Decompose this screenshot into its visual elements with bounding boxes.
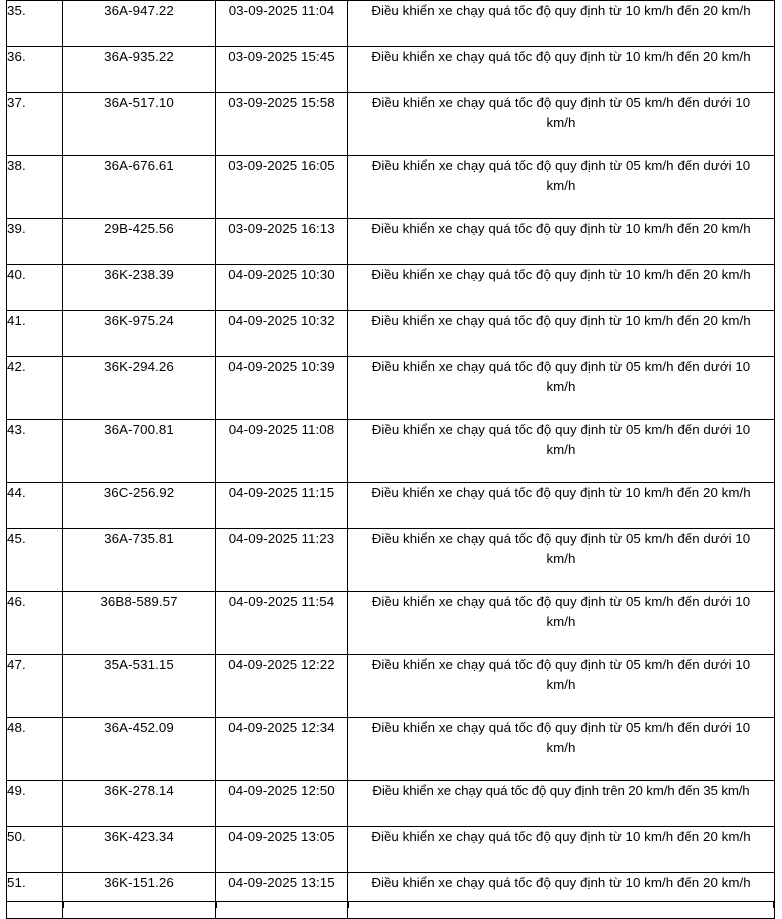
- violation-description-line: Điều khiển xe chạy quá tốc độ quy định trên 20 km/h đến 35 km/h: [372, 783, 750, 798]
- violation-description-line: Điều khiển xe chạy quá tốc độ quy định từ 10 km/h đến 20 km/h: [371, 829, 751, 844]
- violation-description-cell: [348, 357, 775, 420]
- violation-description-line: Điều khiển xe chạy quá tốc độ quy định từ 10 km/h đến 20 km/h: [371, 267, 751, 282]
- violation-time-cell: 03-09-2025 16:05: [216, 156, 348, 219]
- row-index-cell: 50.: [7, 827, 63, 873]
- table-row: [7, 156, 775, 219]
- violation-description-cell: [348, 311, 775, 357]
- violation-description-line: km/h: [546, 178, 576, 193]
- license-plate-cell: 36K-151.26: [63, 873, 216, 919]
- license-plate-cell: 36A-735.81: [63, 529, 216, 592]
- table-row: [7, 873, 775, 919]
- table-row: [7, 592, 775, 655]
- column-divider-2: [216, 902, 217, 908]
- violation-description-line: km/h: [546, 115, 576, 130]
- violation-description-cell: [348, 219, 775, 265]
- violation-time-cell: 04-09-2025 10:39: [216, 357, 348, 420]
- row-index-cell: 46.: [7, 592, 63, 655]
- license-plate-cell: 36A-676.61: [63, 156, 216, 219]
- violation-description-line: Điều khiển xe chạy quá tốc độ quy định từ 10 km/h đến 20 km/h: [371, 3, 751, 18]
- violation-time-cell: 03-09-2025 11:04: [216, 1, 348, 47]
- table-row: [7, 420, 775, 483]
- violation-description-cell: [348, 47, 775, 93]
- violation-description-line: km/h: [546, 614, 576, 629]
- violation-description-cell: [348, 420, 775, 483]
- violation-time-cell: 04-09-2025 11:08: [216, 420, 348, 483]
- violation-description-cell: [348, 483, 775, 529]
- license-plate-cell: 36K-423.34: [63, 827, 216, 873]
- table-row: [7, 265, 775, 311]
- license-plate-cell: 36A-452.09: [63, 718, 216, 781]
- violation-time-cell: 04-09-2025 10:32: [216, 311, 348, 357]
- row-index-cell: 51.: [7, 873, 63, 919]
- violation-description-cell: [348, 592, 775, 655]
- row-index-cell: 38.: [7, 156, 63, 219]
- column-divider-1: [63, 902, 64, 908]
- row-index-cell: 43.: [7, 420, 63, 483]
- next-row-partial: [6, 901, 774, 908]
- violation-time-cell: 04-09-2025 13:05: [216, 827, 348, 873]
- column-divider-3: [348, 902, 349, 908]
- row-index-cell: 47.: [7, 655, 63, 718]
- table-row: [7, 357, 775, 420]
- table-row: [7, 655, 775, 718]
- violation-description-line: km/h: [546, 442, 576, 457]
- violation-description-line: Điều khiển xe chạy quá tốc độ quy định từ 10 km/h đến 20 km/h: [371, 485, 751, 500]
- license-plate-cell: 36K-238.39: [63, 265, 216, 311]
- row-index-cell: 41.: [7, 311, 63, 357]
- violation-description-line: Điều khiển xe chạy quá tốc độ quy định từ 10 km/h đến 20 km/h: [371, 875, 751, 890]
- violation-time-cell: 03-09-2025 16:13: [216, 219, 348, 265]
- row-index-cell: 48.: [7, 718, 63, 781]
- violation-time-cell: 04-09-2025 11:23: [216, 529, 348, 592]
- violation-description-cell: [348, 529, 775, 592]
- violation-time-cell: 03-09-2025 15:45: [216, 47, 348, 93]
- license-plate-cell: 36B8-589.57: [63, 592, 216, 655]
- table-row: [7, 781, 775, 827]
- row-index-cell: 37.: [7, 93, 63, 156]
- license-plate-cell: 36K-278.14: [63, 781, 216, 827]
- violation-description-line: Điều khiển xe chạy quá tốc độ quy định từ 05 km/h đến dưới 10: [371, 531, 751, 546]
- violation-time-cell: 04-09-2025 13:15: [216, 873, 348, 919]
- table-row: [7, 47, 775, 93]
- table-row: [7, 1, 775, 47]
- violation-description-line: Điều khiển xe chạy quá tốc độ quy định từ 10 km/h đến 20 km/h: [371, 221, 751, 236]
- violation-time-cell: 04-09-2025 11:15: [216, 483, 348, 529]
- violation-description-line: Điều khiển xe chạy quá tốc độ quy định từ 05 km/h đến dưới 10: [371, 158, 751, 173]
- violation-description-line: Điều khiển xe chạy quá tốc độ quy định từ 05 km/h đến dưới 10: [371, 359, 751, 374]
- table-row: [7, 93, 775, 156]
- row-index-cell: 35.: [7, 1, 63, 47]
- table-row: [7, 529, 775, 592]
- violation-time-cell: 04-09-2025 12:50: [216, 781, 348, 827]
- row-index-cell: 44.: [7, 483, 63, 529]
- violation-time-cell: 04-09-2025 12:34: [216, 718, 348, 781]
- violation-table-body: [7, 1, 775, 919]
- violation-time-cell: 04-09-2025 12:22: [216, 655, 348, 718]
- license-plate-cell: 36K-294.26: [63, 357, 216, 420]
- row-index-cell: 42.: [7, 357, 63, 420]
- violation-description-line: km/h: [546, 740, 576, 755]
- violation-description-line: Điều khiển xe chạy quá tốc độ quy định từ 10 km/h đến 20 km/h: [371, 313, 751, 328]
- license-plate-cell: 36K-975.24: [63, 311, 216, 357]
- violation-description-cell: [348, 156, 775, 219]
- license-plate-cell: 36A-700.81: [63, 420, 216, 483]
- violation-description-line: km/h: [546, 551, 576, 566]
- violation-description-cell: [348, 827, 775, 873]
- violation-description-cell: [348, 655, 775, 718]
- violation-description-line: Điều khiển xe chạy quá tốc độ quy định từ 05 km/h đến dưới 10: [371, 720, 751, 735]
- violation-description-cell: [348, 265, 775, 311]
- violation-description-cell: [348, 1, 775, 47]
- violation-description-cell: [348, 93, 775, 156]
- license-plate-cell: 36A-517.10: [63, 93, 216, 156]
- violation-description-line: km/h: [546, 379, 576, 394]
- table-row: [7, 718, 775, 781]
- violation-time-cell: 03-09-2025 15:58: [216, 93, 348, 156]
- license-plate-cell: 36C-256.92: [63, 483, 216, 529]
- violation-time-cell: 04-09-2025 11:54: [216, 592, 348, 655]
- row-index-cell: 40.: [7, 265, 63, 311]
- violation-description-cell: [348, 873, 775, 919]
- table-row: [7, 827, 775, 873]
- violation-description-line: Điều khiển xe chạy quá tốc độ quy định từ 10 km/h đến 20 km/h: [371, 49, 751, 64]
- violation-description-cell: [348, 781, 775, 827]
- row-index-cell: 45.: [7, 529, 63, 592]
- table-row: [7, 483, 775, 529]
- violation-description-line: Điều khiển xe chạy quá tốc độ quy định từ 05 km/h đến dưới 10: [371, 422, 751, 437]
- violation-description-line: km/h: [546, 677, 576, 692]
- violation-description-line: Điều khiển xe chạy quá tốc độ quy định từ 05 km/h đến dưới 10: [371, 594, 751, 609]
- violation-description-cell: [348, 718, 775, 781]
- license-plate-cell: 35A-531.15: [63, 655, 216, 718]
- license-plate-cell: 36A-935.22: [63, 47, 216, 93]
- row-index-cell: 39.: [7, 219, 63, 265]
- violation-description-line: Điều khiển xe chạy quá tốc độ quy định từ 05 km/h đến dưới 10: [371, 95, 751, 110]
- license-plate-cell: 29B-425.56: [63, 219, 216, 265]
- table-row: [7, 311, 775, 357]
- violation-description-line: Điều khiển xe chạy quá tốc độ quy định từ 05 km/h đến dưới 10: [371, 657, 751, 672]
- row-index-cell: 36.: [7, 47, 63, 93]
- table-row: [7, 219, 775, 265]
- violation-time-cell: 04-09-2025 10:30: [216, 265, 348, 311]
- violation-table: [6, 0, 775, 919]
- row-index-cell: 49.: [7, 781, 63, 827]
- license-plate-cell: 36A-947.22: [63, 1, 216, 47]
